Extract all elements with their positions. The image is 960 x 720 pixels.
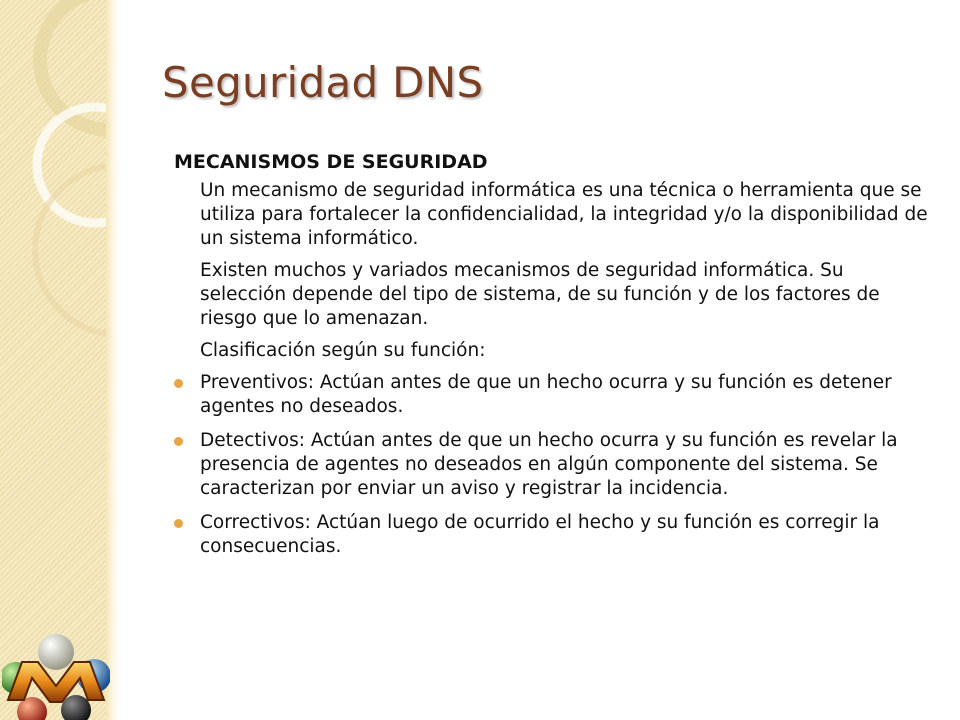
slide-body (168, 150, 928, 569)
paragraph-classification (168, 339, 928, 363)
paragraph-classification-text: Clasificación según su función: (200, 340, 486, 361)
m-orb-logo-icon (2, 632, 110, 720)
section-heading: MECANISMOS DE SEGURIDAD (174, 151, 488, 173)
decorative-rings (0, 0, 106, 720)
paragraph-definition-text: Un mecanismo de seguridad informática es una técnica o herramienta que se utiliza para fortalecer la confidencialidad, la integridad y/o la disponibilidad de un sistema informático. (200, 180, 928, 249)
paragraph-definition (168, 179, 928, 251)
paragraph-selection-text: Existen muchos y variados mecanismos de seguridad informática. Su selección depende del tipo de sistema, de su función y de los factores de riesgo que lo amenazan. (200, 260, 880, 329)
sidebar-gradient-edge (106, 0, 120, 720)
slide-title: Seguridad DNS (162, 58, 484, 107)
list-item-preventivos (168, 371, 928, 419)
paragraph-selection (168, 259, 928, 331)
list-item-text: Correctivos: Actúan luego de ocurrido el hecho y su función es corregir la consecuencias. (200, 512, 880, 557)
bullet-dot-icon (174, 437, 183, 446)
decorative-sidebar (0, 0, 106, 720)
bullet-dot-icon (174, 379, 183, 388)
bullet-dot-icon (174, 519, 183, 528)
mechanism-list (168, 371, 928, 559)
list-item-correctivos (168, 511, 928, 559)
list-item-text: Detectivos: Actúan antes de que un hecho ocurra y su función es revelar la presencia de agentes no deseados en algún componente del sistema. Se caracterizan por enviar un aviso y registrar la incidencia. (200, 430, 898, 499)
list-item-detectivos (168, 429, 928, 501)
list-item-text: Preventivos: Actúan antes de que un hecho ocurra y su función es detener agentes no deseados. (200, 372, 892, 417)
